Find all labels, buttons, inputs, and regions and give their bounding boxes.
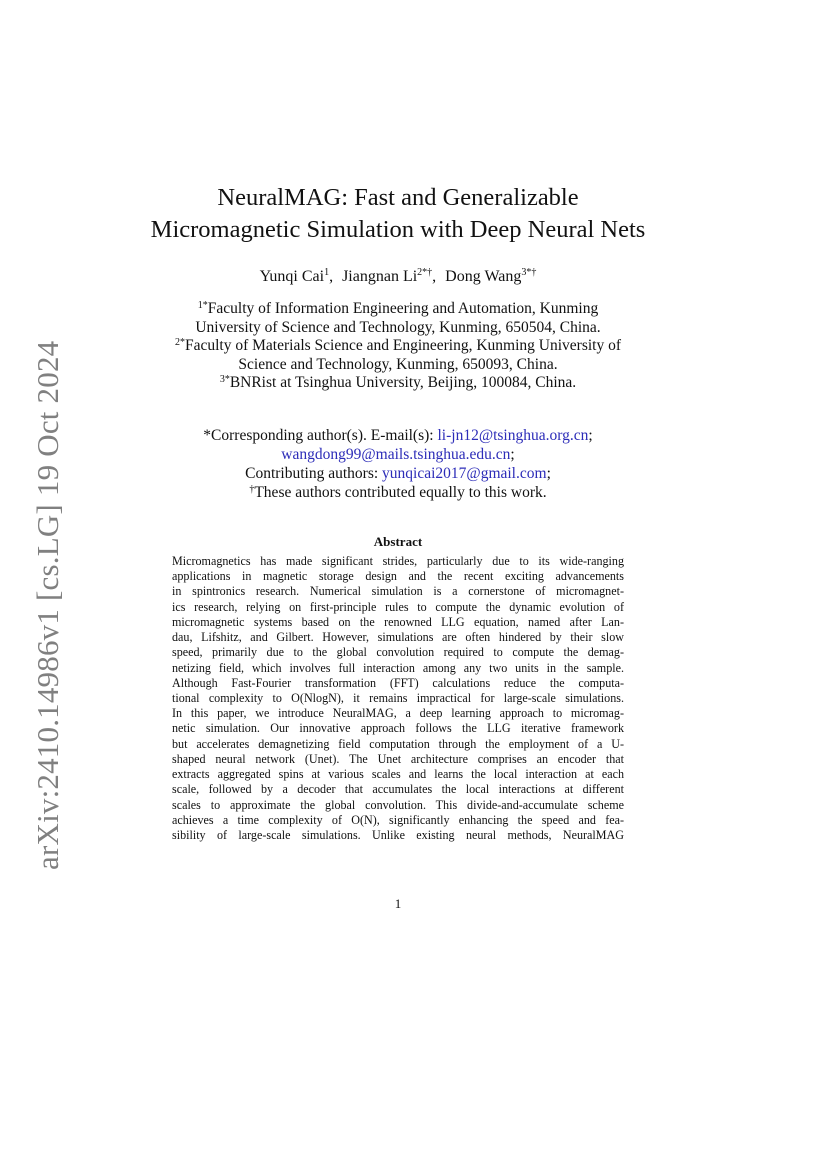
abstract-line: dau, Lifshitz, and Gilbert. However, simulations are often hindered by their slow (172, 630, 624, 645)
affiliation-3-line-1: $^{3*}$BNRist at Tsinghua University, Beijing, 100084, China. (219, 374, 577, 392)
page-number: 1 (394, 896, 402, 911)
abstract-line: sibility of large-scale simulations. Unlike existing neural methods, NeuralMAG (172, 827, 624, 842)
abstract-line: achieves a time complexity of O(N), significantly enhancing the speed and fea- (172, 812, 624, 827)
contact-info (150, 426, 646, 502)
abstract-line: ics research, relying on first-principle rules to compute the dynamic evolution of (172, 599, 624, 614)
corresponding-author-line: *Corresponding author(s). E-mail(s): li-jn12@tsinghua.org.cn; (203, 427, 593, 444)
author-list: Yunqi Cai$^1$, Jiangnan $Li^{2*\dagger}$, Dong Wang$^{3*\dagger}$ (259, 267, 537, 285)
affiliation-1-line-1: $^{1*}$Faculty of Information Engineering and Automation, Kunming (197, 300, 599, 317)
affiliation-2-line-2: Science and Technology, Kunming, 650093, China. (238, 355, 558, 373)
email-link[interactable]: yunqicai2017@gmail.com (382, 465, 547, 482)
abstract-line: applications in magnetic storage design and the recent exciting advancements (172, 569, 624, 584)
abstract-line: in spintronics research. Numerical simulation is a cornerstone of micromagnet- (172, 584, 624, 599)
abstract-line: netizing field, which involves full interaction among any two units in the sample. (172, 660, 624, 675)
paper-title (120, 182, 676, 246)
abstract-line: In this paper, we introduce NeuralMAG, a deep learning approach to micromag- (172, 706, 624, 721)
affiliation-2-line-1: $^{2*}$Faculty of Materials Science and Engineering, Kunming University of (174, 337, 622, 355)
author-name: Dong Wang (445, 268, 522, 285)
abstract-line: shaped neural network (Unet). The Unet architecture comprises an encoder that (172, 751, 624, 766)
abstract-line: Although Fast-Fourier transformation (FFT) calculations reduce the computa- (172, 675, 624, 690)
affiliation-mark: 3* (219, 374, 230, 386)
abstract-line: scales to approximate the global convolution. This divide-and-accumulate scheme (172, 797, 624, 812)
abstract-line: scale, followed by a decoder that accumulates the local interactions at different (172, 782, 624, 797)
corresponding-author-line-2: wangdong99@mails.tsinghua.edu.cn; (281, 446, 515, 463)
author-affiliation-mark: 3*† (521, 267, 537, 278)
affiliation-mark: 2* (174, 337, 185, 349)
author-name: Jiangnan Li (342, 268, 418, 285)
abstract-line: netic simulation. Our innovative approach follows the LLG iterative framework (172, 721, 624, 736)
abstract-line: but accelerates demagnetizing field computation through the employment of a U- (172, 736, 624, 751)
affiliation-mark: 1* (197, 300, 208, 311)
arxiv-identifier-stamp[interactable]: arXiv:2410.14986v1 [cs.LG] 19 Oct 2024 (30, 340, 65, 870)
author-affiliation-mark: 1 (324, 267, 330, 278)
email-link[interactable]: wangdong99@mails.tsinghua.edu.cn (281, 446, 511, 463)
abstract-line: Micromagnetics has made significant strides, particularly due to its wide-ranging (172, 554, 624, 568)
author-name: Yunqi Cai (259, 268, 325, 285)
abstract-line: micromagnetic systems based on the renowned LLG equation, named after Lan- (172, 614, 624, 629)
title-line-2: Micromagnetic Simulation with Deep Neural Nets (150, 216, 646, 243)
affiliation-list (150, 300, 646, 393)
abstract-heading: Abstract (373, 534, 423, 549)
abstract-line: tional complexity to O(NlogN), it remains impractical for large-scale simulations. (172, 690, 624, 705)
equal-contribution-note: †These authors contributed equally to this work. (249, 484, 547, 501)
abstract-line: extracts aggregated spins at various scales and learns the local interaction at each (172, 767, 624, 782)
dagger-mark: † (249, 484, 255, 495)
affiliation-1-line-2: University of Science and Technology, Kunming, 650504, China. (195, 318, 601, 336)
abstract-body (172, 554, 624, 843)
title-line-1: NeuralMAG: Fast and Generalizable (217, 184, 579, 211)
author-affiliation-mark: 2*† (417, 267, 433, 278)
email-link[interactable]: li-jn12@tsinghua.org.cn (437, 427, 589, 444)
contributing-authors-line: Contributing authors: yunqicai2017@gmail.com; (245, 465, 551, 482)
abstract-line: speed, primarily due to the global convolution required to compute the demag- (172, 645, 624, 660)
